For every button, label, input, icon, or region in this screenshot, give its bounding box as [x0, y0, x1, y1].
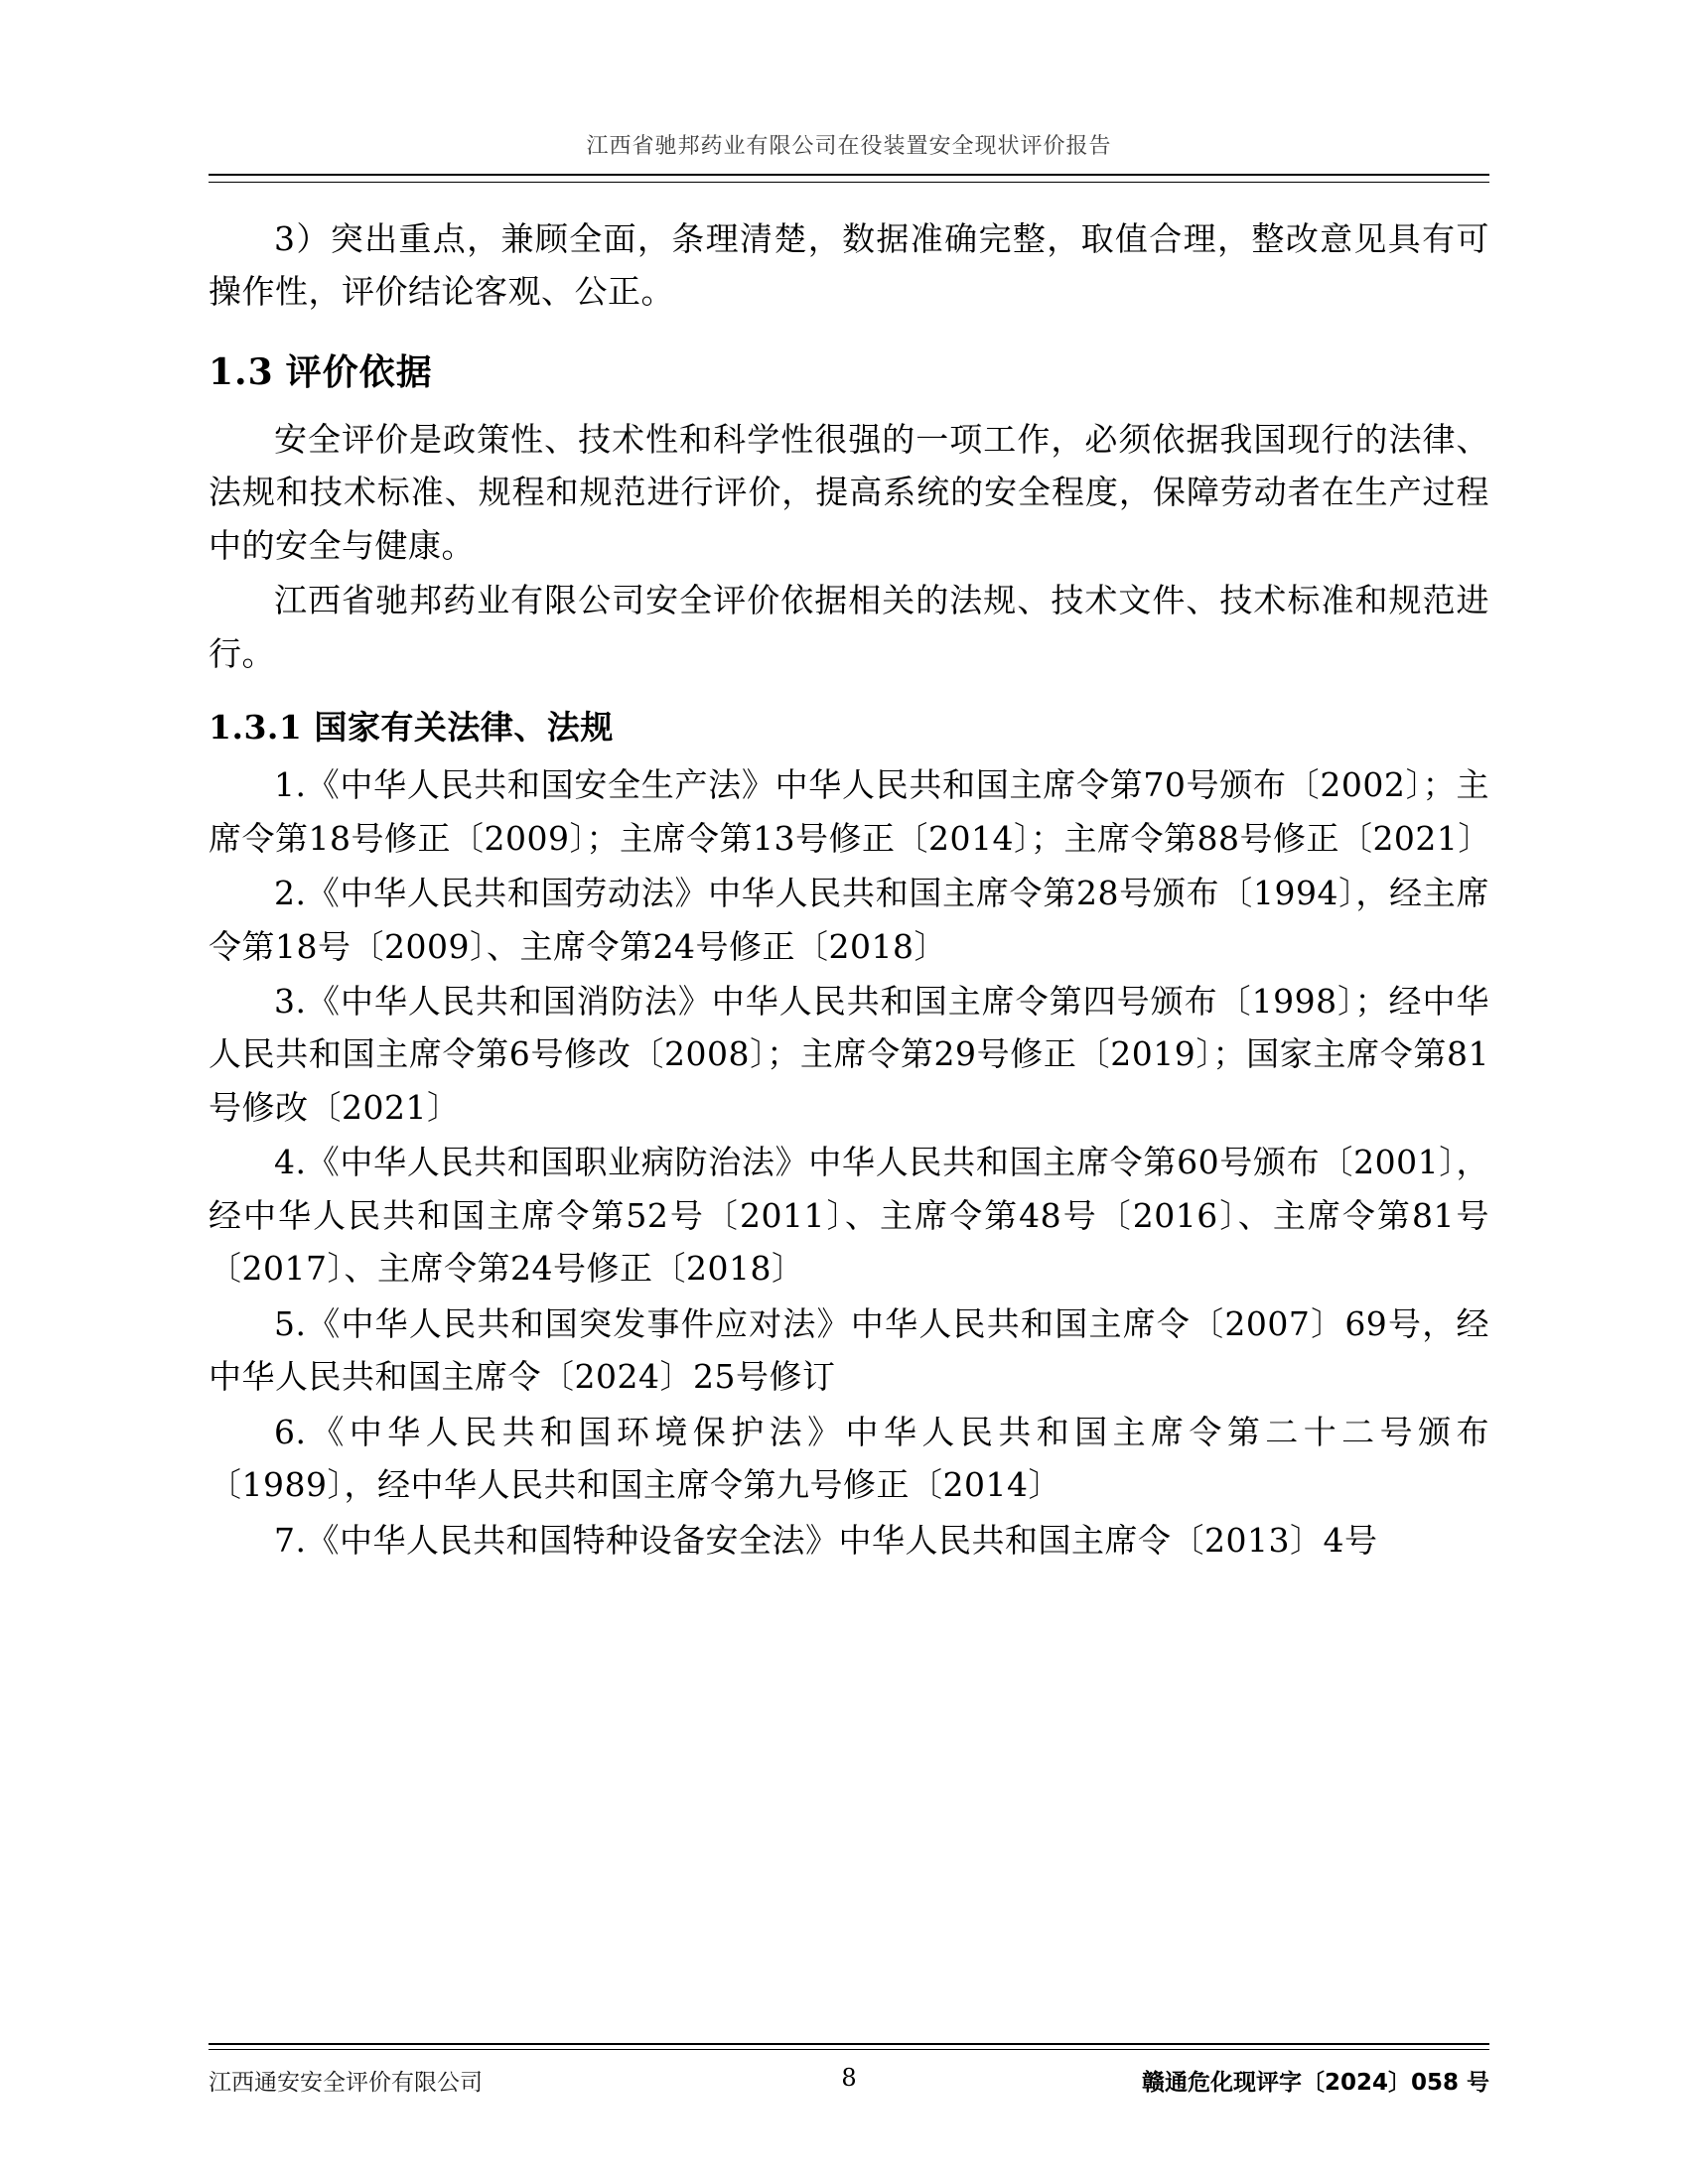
page-header — [209, 129, 1489, 174]
header-title: 江西省驰邦药业有限公司在役装置安全现状评价报告 — [586, 134, 1112, 159]
footer-rule-thin — [209, 2049, 1489, 2050]
heading-1-3-1-number: 1.3.1 — [209, 708, 303, 748]
page-content — [209, 129, 1489, 2065]
heading-1-3 — [209, 344, 1489, 395]
list-item: 2.《中华人民共和国劳动法》中华人民共和国主席令第28号颁布〔1994〕，经主席令第18号〔2009〕、主席令第24号修正〔2018〕 — [209, 874, 1489, 966]
footer-page-number: 8 — [841, 2064, 857, 2092]
footer-rule-thick — [209, 2043, 1489, 2045]
list-item: 5.《中华人民共和国突发事件应对法》中华人民共和国主席令〔2007〕69号，经中华人民共和国主席令〔2024〕25号修订 — [209, 1303, 1489, 1397]
heading-1-3-number: 1.3 — [209, 350, 274, 393]
heading-1-3-1 — [209, 702, 1489, 749]
footer-company: 江西通安安全评价有限公司 — [209, 2070, 483, 2096]
footer-row — [209, 2064, 1489, 2097]
heading-1-3-title: 评价依据 — [285, 351, 433, 393]
heading-1-3-1-title: 国家有关法律、法规 — [314, 708, 614, 748]
header-rule-thick — [209, 174, 1489, 176]
paragraph-1-3-0: 安全评价是政策性、技术性和科学性很强的一项工作，必须依据我国现行的法律、法规和技术标准、规程和规范进行评价，提高系统的安全程度，保障劳动者在生产过程中的安全与健康。 — [209, 419, 1489, 565]
list-item: 6.《中华人民共和国环境保护法》中华人民共和国主席令第二十二号颁布〔1989〕，经中华人民共和国主席令第九号修正〔2014〕 — [209, 1412, 1489, 1505]
footer-document-number: 赣通危化现评字〔2024〕058 号 — [1141, 2070, 1489, 2096]
page-footer — [209, 2043, 1489, 2097]
list-item: 7.《中华人民共和国特种设备安全法》中华人民共和国主席令〔2013〕4号 — [274, 1520, 1378, 1560]
header-rule-thin — [209, 182, 1489, 183]
paragraph-1-3-1: 江西省驰邦药业有限公司安全评价依据相关的法规、技术文件、技术标准和规范进行。 — [209, 581, 1489, 673]
list-item: 3.《中华人民共和国消防法》中华人民共和国主席令第四号颁布〔1998〕；经中华人民共和国主席令第6号修改〔2008〕；主席令第29号修正〔2019〕；国家主席令第81号修改〔2021〕 — [209, 981, 1489, 1127]
list-item: 1.《中华人民共和国安全生产法》中华人民共和国主席令第70号颁布〔2002〕；主席令第18号修正〔2009〕；主席令第13号修正〔2014〕；主席令第88号修正〔2021〕 — [209, 765, 1491, 858]
list-item: 4.《中华人民共和国职业病防治法》中华人民共和国主席令第60号颁布〔2001〕，经中华人民共和国主席令第52号〔2011〕、主席令第48号〔2016〕、主席令第81号〔2017〕、主席令第24号修正〔2018〕 — [209, 1143, 1489, 1289]
paragraph-intro-continued: 3）突出重点，兼顾全面，条理清楚，数据准确完整，取值合理，整改意见具有可操作性，评价结论客观、公正。 — [209, 219, 1489, 312]
